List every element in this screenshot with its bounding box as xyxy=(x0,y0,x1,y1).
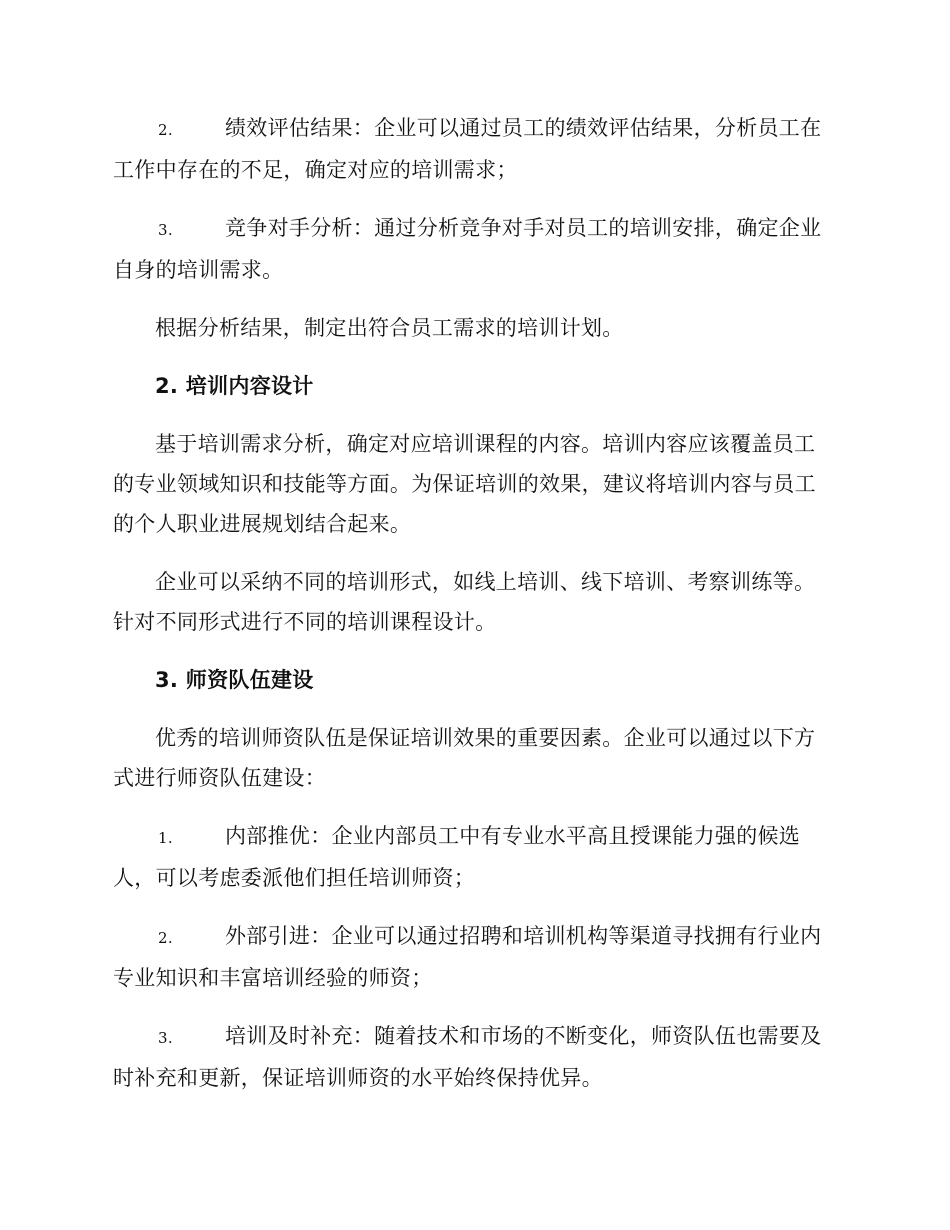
list-item-text: 绩效评估结果：企业可以通过员工的绩效评估结果，分析员工在工作中存在的不足，确定对应的培训需求； xyxy=(113,116,822,182)
list-item-text: 培训及时补充：随着技术和市场的不断变化，师资队伍也需要及时补充和更新，保证培训师资的水平始终保持优异。 xyxy=(113,1024,822,1090)
list-item-timely-supplement xyxy=(113,1016,835,1098)
list-number: 1. xyxy=(158,829,173,847)
list-item-text: 外部引进：企业可以通过招聘和培训机构等渠道寻找拥有行业内专业知识和丰富培训经验的师资； xyxy=(113,924,822,990)
paragraph-training-content: 基于培训需求分析，确定对应培训课程的内容。培训内容应该覆盖员工的专业领域知识和技能等方面。为保证培训的效果，建议将培训内容与员工的个人职业进展规划结合起来。 xyxy=(113,432,816,536)
list-item-text: 竞争对手分析：通过分析竞争对手对员工的培训安排，确定企业自身的培训需求。 xyxy=(113,216,822,282)
list-number: 3. xyxy=(158,221,173,239)
list-item-internal-promotion xyxy=(113,816,835,898)
list-number: 2. xyxy=(158,929,173,947)
paragraph-analysis-result: 根据分析结果，制定出符合员工需求的培训计划。 xyxy=(155,316,624,340)
list-item-external-recruitment xyxy=(113,916,835,998)
list-item-competitor-analysis xyxy=(113,208,835,290)
section-heading-training-content: 2. 培训内容设计 xyxy=(155,374,314,398)
section-heading-teaching-staff: 3. 师资队伍建设 xyxy=(155,668,314,692)
list-item-text: 内部推优：企业内部员工中有专业水平高且授课能力强的候选人，可以考虑委派他们担任培训师资； xyxy=(113,824,801,890)
list-item-performance-evaluation xyxy=(113,108,835,190)
paragraph-teaching-staff-intro: 优秀的培训师资队伍是保证培训效果的重要因素。企业可以通过以下方式进行师资队伍建设： xyxy=(113,726,816,790)
document-body xyxy=(113,108,835,1116)
list-number: 2. xyxy=(158,121,173,139)
list-number: 3. xyxy=(158,1029,173,1047)
paragraph-training-forms: 企业可以采纳不同的培训形式，如线上培训、线下培训、考察训练等。针对不同形式进行不同的培训课程设计。 xyxy=(113,570,816,634)
